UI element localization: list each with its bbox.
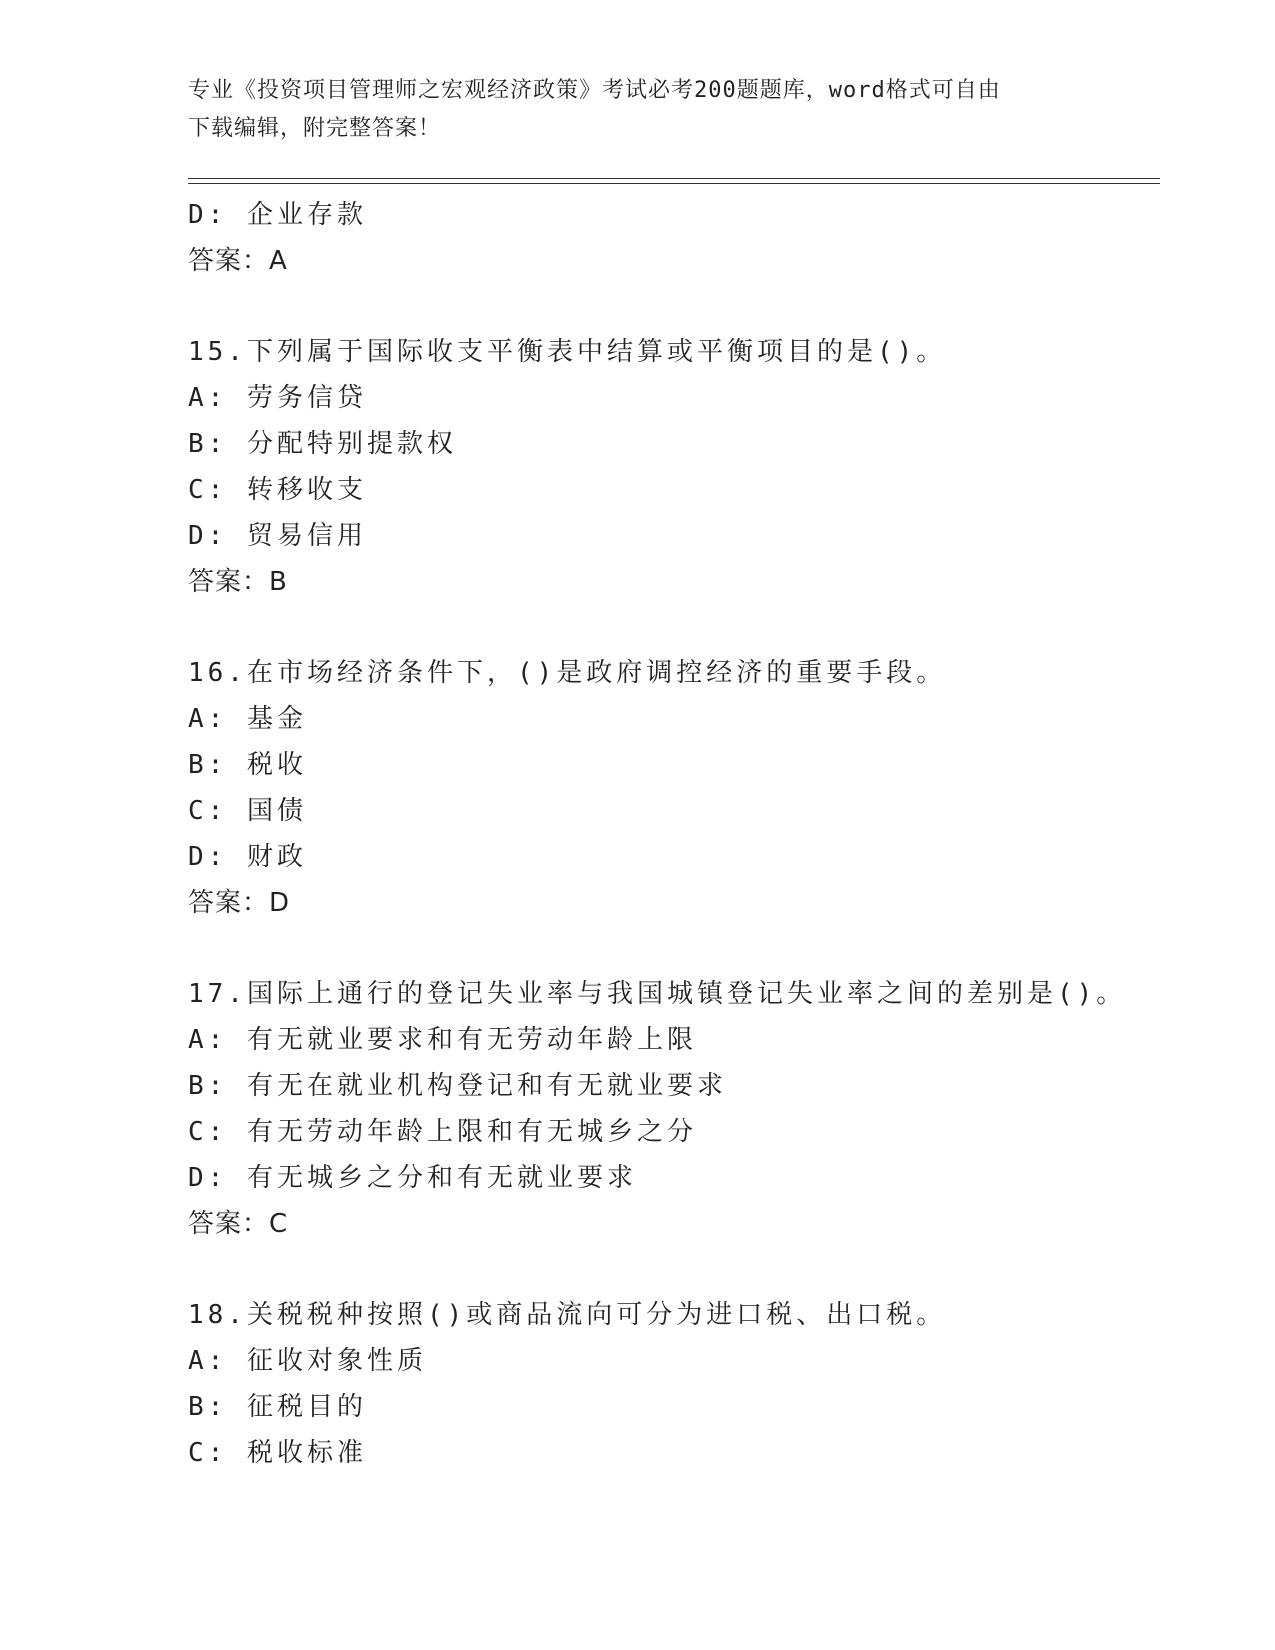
option-b: B: 分配特别提款权 <box>188 429 457 459</box>
question-block <box>188 329 1160 605</box>
question-block <box>188 971 1160 1247</box>
option-c: C: 有无劳动年龄上限和有无城乡之分 <box>188 1117 697 1147</box>
answer: 答案：B <box>188 567 288 597</box>
page-header <box>188 72 1088 148</box>
header-line-2: 下载编辑，附完整答案！ <box>188 116 442 141</box>
option-a: A: 有无就业要求和有无劳动年龄上限 <box>188 1025 697 1055</box>
header-divider <box>188 178 1160 184</box>
question-stem: 15.下列属于国际收支平衡表中结算或平衡项目的是()。 <box>188 337 947 367</box>
answer: 答案：C <box>188 1209 289 1239</box>
question-stem: 18.关税税种按照()或商品流向可分为进口税、出口税。 <box>188 1300 947 1330</box>
option-a: A: 征收对象性质 <box>188 1346 427 1376</box>
answer: 答案：A <box>188 246 288 276</box>
option-b: B: 税收 <box>188 750 307 780</box>
question-block <box>188 1292 1160 1476</box>
header-line-1: 专业《投资项目管理师之宏观经济政策》考试必考200题题库，word格式可自由 <box>188 78 1001 103</box>
option-c: C: 国债 <box>188 796 307 826</box>
option-d: D: 有无城乡之分和有无就业要求 <box>188 1163 637 1193</box>
option-c: C: 转移收支 <box>188 475 367 505</box>
option-d: D: 贸易信用 <box>188 521 367 551</box>
question-stem: 16.在市场经济条件下，()是政府调控经济的重要手段。 <box>188 658 947 688</box>
option-a: A: 劳务信贷 <box>188 383 367 413</box>
question-stem: 17.国际上通行的登记失业率与我国城镇登记失业率之间的差别是()。 <box>188 979 1127 1009</box>
question-block <box>188 650 1160 926</box>
option-b: B: 征税目的 <box>188 1392 367 1422</box>
option-d: D: 财政 <box>188 842 307 872</box>
answer: 答案：D <box>188 888 291 918</box>
option-b: B: 有无在就业机构登记和有无就业要求 <box>188 1071 727 1101</box>
option-c: C: 税收标准 <box>188 1438 367 1468</box>
question-list <box>188 192 1160 1476</box>
option-d: D: 企业存款 <box>188 200 367 230</box>
option-a: A: 基金 <box>188 704 307 734</box>
